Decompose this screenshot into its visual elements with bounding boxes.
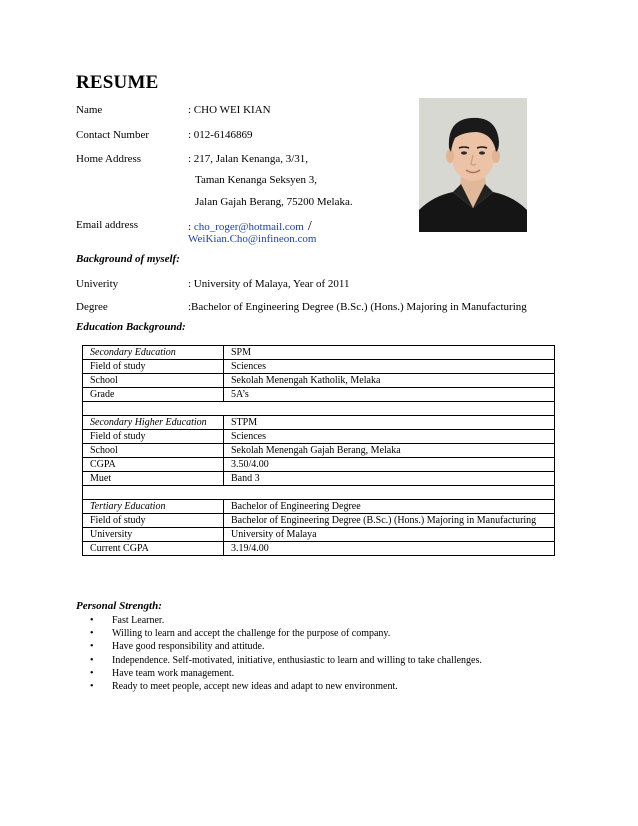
table-row bbox=[83, 458, 555, 472]
university-label: Univerity bbox=[76, 278, 119, 290]
list-item: • Have team work management. bbox=[90, 667, 482, 680]
table-cell: Current CGPA bbox=[83, 542, 224, 556]
education-table bbox=[82, 345, 555, 556]
name-value: : CHO WEI KIAN bbox=[188, 104, 271, 116]
table-cell: Sekolah Menengah Gajah Berang, Melaka bbox=[224, 444, 555, 458]
table-row bbox=[83, 528, 555, 542]
education-heading: Education Background: bbox=[76, 321, 186, 333]
table-cell: University bbox=[83, 528, 224, 542]
email-prefix: : bbox=[188, 221, 194, 233]
table-cell: Secondary Education bbox=[83, 346, 224, 360]
table-cell: SPM bbox=[224, 346, 555, 360]
table-row bbox=[83, 472, 555, 486]
table-cell: 3.19/4.00 bbox=[224, 542, 555, 556]
list-item: • Willing to learn and accept the challenge for the purpose of company. bbox=[90, 627, 482, 640]
table-cell: Field of study bbox=[83, 514, 224, 528]
profile-photo bbox=[419, 98, 527, 232]
table-cell: Sciences bbox=[224, 430, 555, 444]
table-cell bbox=[83, 402, 555, 416]
table-row bbox=[83, 542, 555, 556]
list-item: • Have good responsibility and attitude. bbox=[90, 640, 482, 653]
table-cell: 3.50/4.00 bbox=[224, 458, 555, 472]
contact-value: : 012-6146869 bbox=[188, 129, 253, 141]
table-row bbox=[83, 388, 555, 402]
table-cell: STPM bbox=[224, 416, 555, 430]
degree-value: :Bachelor of Engineering Degree (B.Sc.) (Hons.) Majoring in Manufacturing bbox=[188, 301, 527, 313]
table-spacer-row bbox=[83, 402, 555, 416]
address-line-2: Taman Kenanga Seksyen 3, bbox=[195, 174, 318, 186]
address-line-1: : 217, Jalan Kenanga, 3/31, bbox=[188, 153, 309, 165]
table-cell: Field of study bbox=[83, 430, 224, 444]
table-cell: Tertiary Education bbox=[83, 500, 224, 514]
address-line-3: Jalan Gajah Berang, 75200 Melaka. bbox=[195, 196, 353, 208]
email-separator: / bbox=[307, 219, 312, 234]
table-cell: School bbox=[83, 374, 224, 388]
table-cell: 5A’s bbox=[224, 388, 555, 402]
table-row bbox=[83, 500, 555, 514]
table-cell: Sciences bbox=[224, 360, 555, 374]
list-item: • Ready to meet people, accept new ideas and adapt to new environment. bbox=[90, 680, 482, 693]
list-item: • Fast Learner. bbox=[90, 614, 482, 627]
portrait-image bbox=[419, 98, 527, 232]
degree-label: Degree bbox=[76, 301, 108, 313]
strengths-list bbox=[90, 614, 482, 693]
strengths-heading: Personal Strength: bbox=[76, 600, 162, 612]
table-cell: Sekolah Menengah Katholik, Melaka bbox=[224, 374, 555, 388]
table-row bbox=[83, 346, 555, 360]
table-cell: Muet bbox=[83, 472, 224, 486]
table-cell: Secondary Higher Education bbox=[83, 416, 224, 430]
table-row bbox=[83, 374, 555, 388]
university-value: : University of Malaya, Year of 2011 bbox=[188, 278, 350, 290]
email-label: Email address bbox=[76, 219, 139, 231]
list-item: • Independence. Self-motivated, initiative, enthusiastic to learn and willing to take challenges. bbox=[90, 654, 482, 667]
table-row bbox=[83, 430, 555, 444]
table-cell: School bbox=[83, 444, 224, 458]
table-cell: CGPA bbox=[83, 458, 224, 472]
table-cell: Bachelor of Engineering Degree bbox=[224, 500, 555, 514]
resume-title: RESUME bbox=[76, 72, 159, 93]
background-heading: Background of myself: bbox=[76, 253, 180, 265]
email-link-hotmail[interactable]: cho_roger@hotmail.com bbox=[193, 221, 304, 233]
table-cell: Band 3 bbox=[224, 472, 555, 486]
contact-label: Contact Number bbox=[76, 129, 150, 141]
table-row bbox=[83, 514, 555, 528]
table-cell: Field of study bbox=[83, 360, 224, 374]
table-row bbox=[83, 444, 555, 458]
email-link-infineon[interactable]: WeiKian.Cho@infineon.com bbox=[188, 233, 317, 245]
table-cell: University of Malaya bbox=[224, 528, 555, 542]
table-cell bbox=[83, 486, 555, 500]
table-spacer-row bbox=[83, 486, 555, 500]
address-label: Home Address bbox=[76, 153, 142, 165]
name-label: Name bbox=[76, 104, 103, 116]
table-cell: Bachelor of Engineering Degree (B.Sc.) (Hons.) Majoring in Manufacturing bbox=[224, 514, 555, 528]
table-row bbox=[83, 416, 555, 430]
table-row bbox=[83, 360, 555, 374]
table-cell: Grade bbox=[83, 388, 224, 402]
